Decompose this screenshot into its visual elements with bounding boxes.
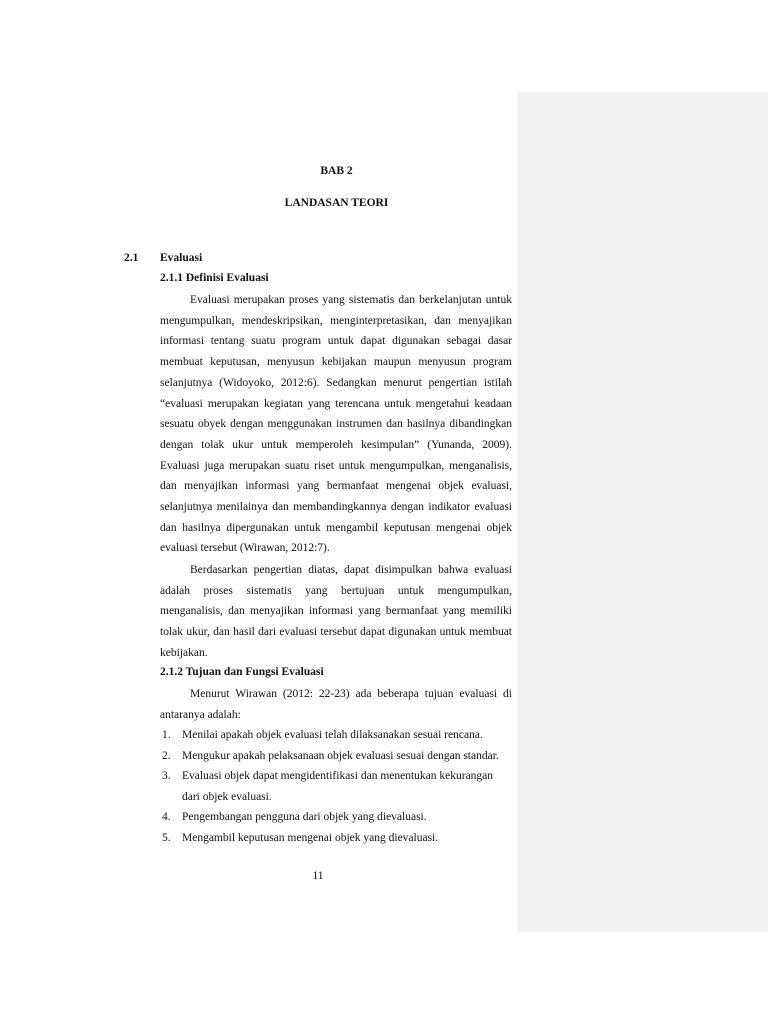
- section-title: Evaluasi: [160, 252, 203, 264]
- paragraph-kesimpulan: [160, 560, 512, 664]
- list-item-number: 1.: [162, 729, 171, 741]
- list-item-number: 5.: [162, 831, 171, 844]
- page-number: 11: [312, 870, 324, 882]
- chapter-label: BAB 2: [320, 165, 353, 177]
- list-item: [160, 746, 512, 767]
- list-item-text: Menilai apakah objek evaluasi telah dilaksanakan sesuai rencana.: [182, 729, 483, 741]
- list-item: [160, 807, 512, 828]
- paragraph-kesimpulan-text: Berdasarkan pengertian diatas, dapat disimpulkan bahwa evaluasi adalah proses sistematis yang bertujuan untuk mengumpulkan, menganalisis, dan menyajikan informasi yang bermanfaat yang memiliki tolak ukur, dan hasil dari evaluasi tersebut dapat digunakan untuk membuat kebijakan.: [160, 564, 512, 659]
- chapter-title: LANDASAN TEORI: [284, 197, 389, 209]
- paragraph-definisi: [160, 290, 512, 559]
- list-item-text: Mengambil keputusan mengenai objek yang dievaluasi.: [182, 831, 439, 844]
- paragraph-tujuan-text: Menurut Wirawan (2012: 22-23) ada beberapa tujuan evaluasi di antaranya adalah:: [160, 688, 512, 721]
- list-item-number: 4.: [162, 811, 171, 824]
- list-item-text: Evaluasi objek dapat mengidentifikasi dan menentukan kekurangan dari objek evaluasi.: [182, 770, 494, 803]
- list-item-number: 3.: [162, 770, 171, 783]
- subsection-heading-tujuan: 2.1.2 Tujuan dan Fungsi Evaluasi: [160, 666, 324, 678]
- paragraph-tujuan: [160, 684, 512, 725]
- list-item-number: 2.: [162, 749, 171, 762]
- list-item: [160, 725, 512, 746]
- list-item-text: Pengembangan pengguna dari objek yang dievaluasi.: [182, 811, 427, 824]
- list-item-text: Mengukur apakah pelaksanaan objek evaluasi sesuai dengan standar.: [182, 749, 499, 762]
- paragraph-definisi-text: Evaluasi merupakan proses yang sistematis dan berkelanjutan untuk mengumpulkan, mendeskripsikan, menginterpretasikan, dan menyajikan informasi tentang suatu program untuk dapat digunakan sebagai dasar membuat keputusan, menyusun kebijakan maupun menyusun program selanjutnya (Widoyoko, 2012:6). Sedangkan menurut pengertian istilah “evaluasi merupakan kegiatan yang terencana untuk mengetahui keadaan sesuatu obyek dengan menggunakan instrumen dan hasilnya dibandingkan dengan tolak ukur untuk memperoleh kesimpulan” (Yunanda, 2009). Evaluasi juga merupakan suatu riset untuk mengumpulkan, menganalisis, dan menyajikan informasi yang bermanfaat mengenai objek evaluasi, selanjutnya menilainya dan membandingkannya dengan indikator evaluasi dan hasilnya dipergunakan untuk mengambil keputusan mengenai objek evaluasi tersebut (Wirawan, 2012:7).: [160, 294, 512, 555]
- tujuan-list: [160, 725, 512, 849]
- list-item: [160, 766, 512, 807]
- section-number: 2.1: [124, 252, 139, 264]
- subsection-heading-definisi: 2.1.1 Definisi Evaluasi: [160, 272, 269, 284]
- list-item: [160, 828, 512, 849]
